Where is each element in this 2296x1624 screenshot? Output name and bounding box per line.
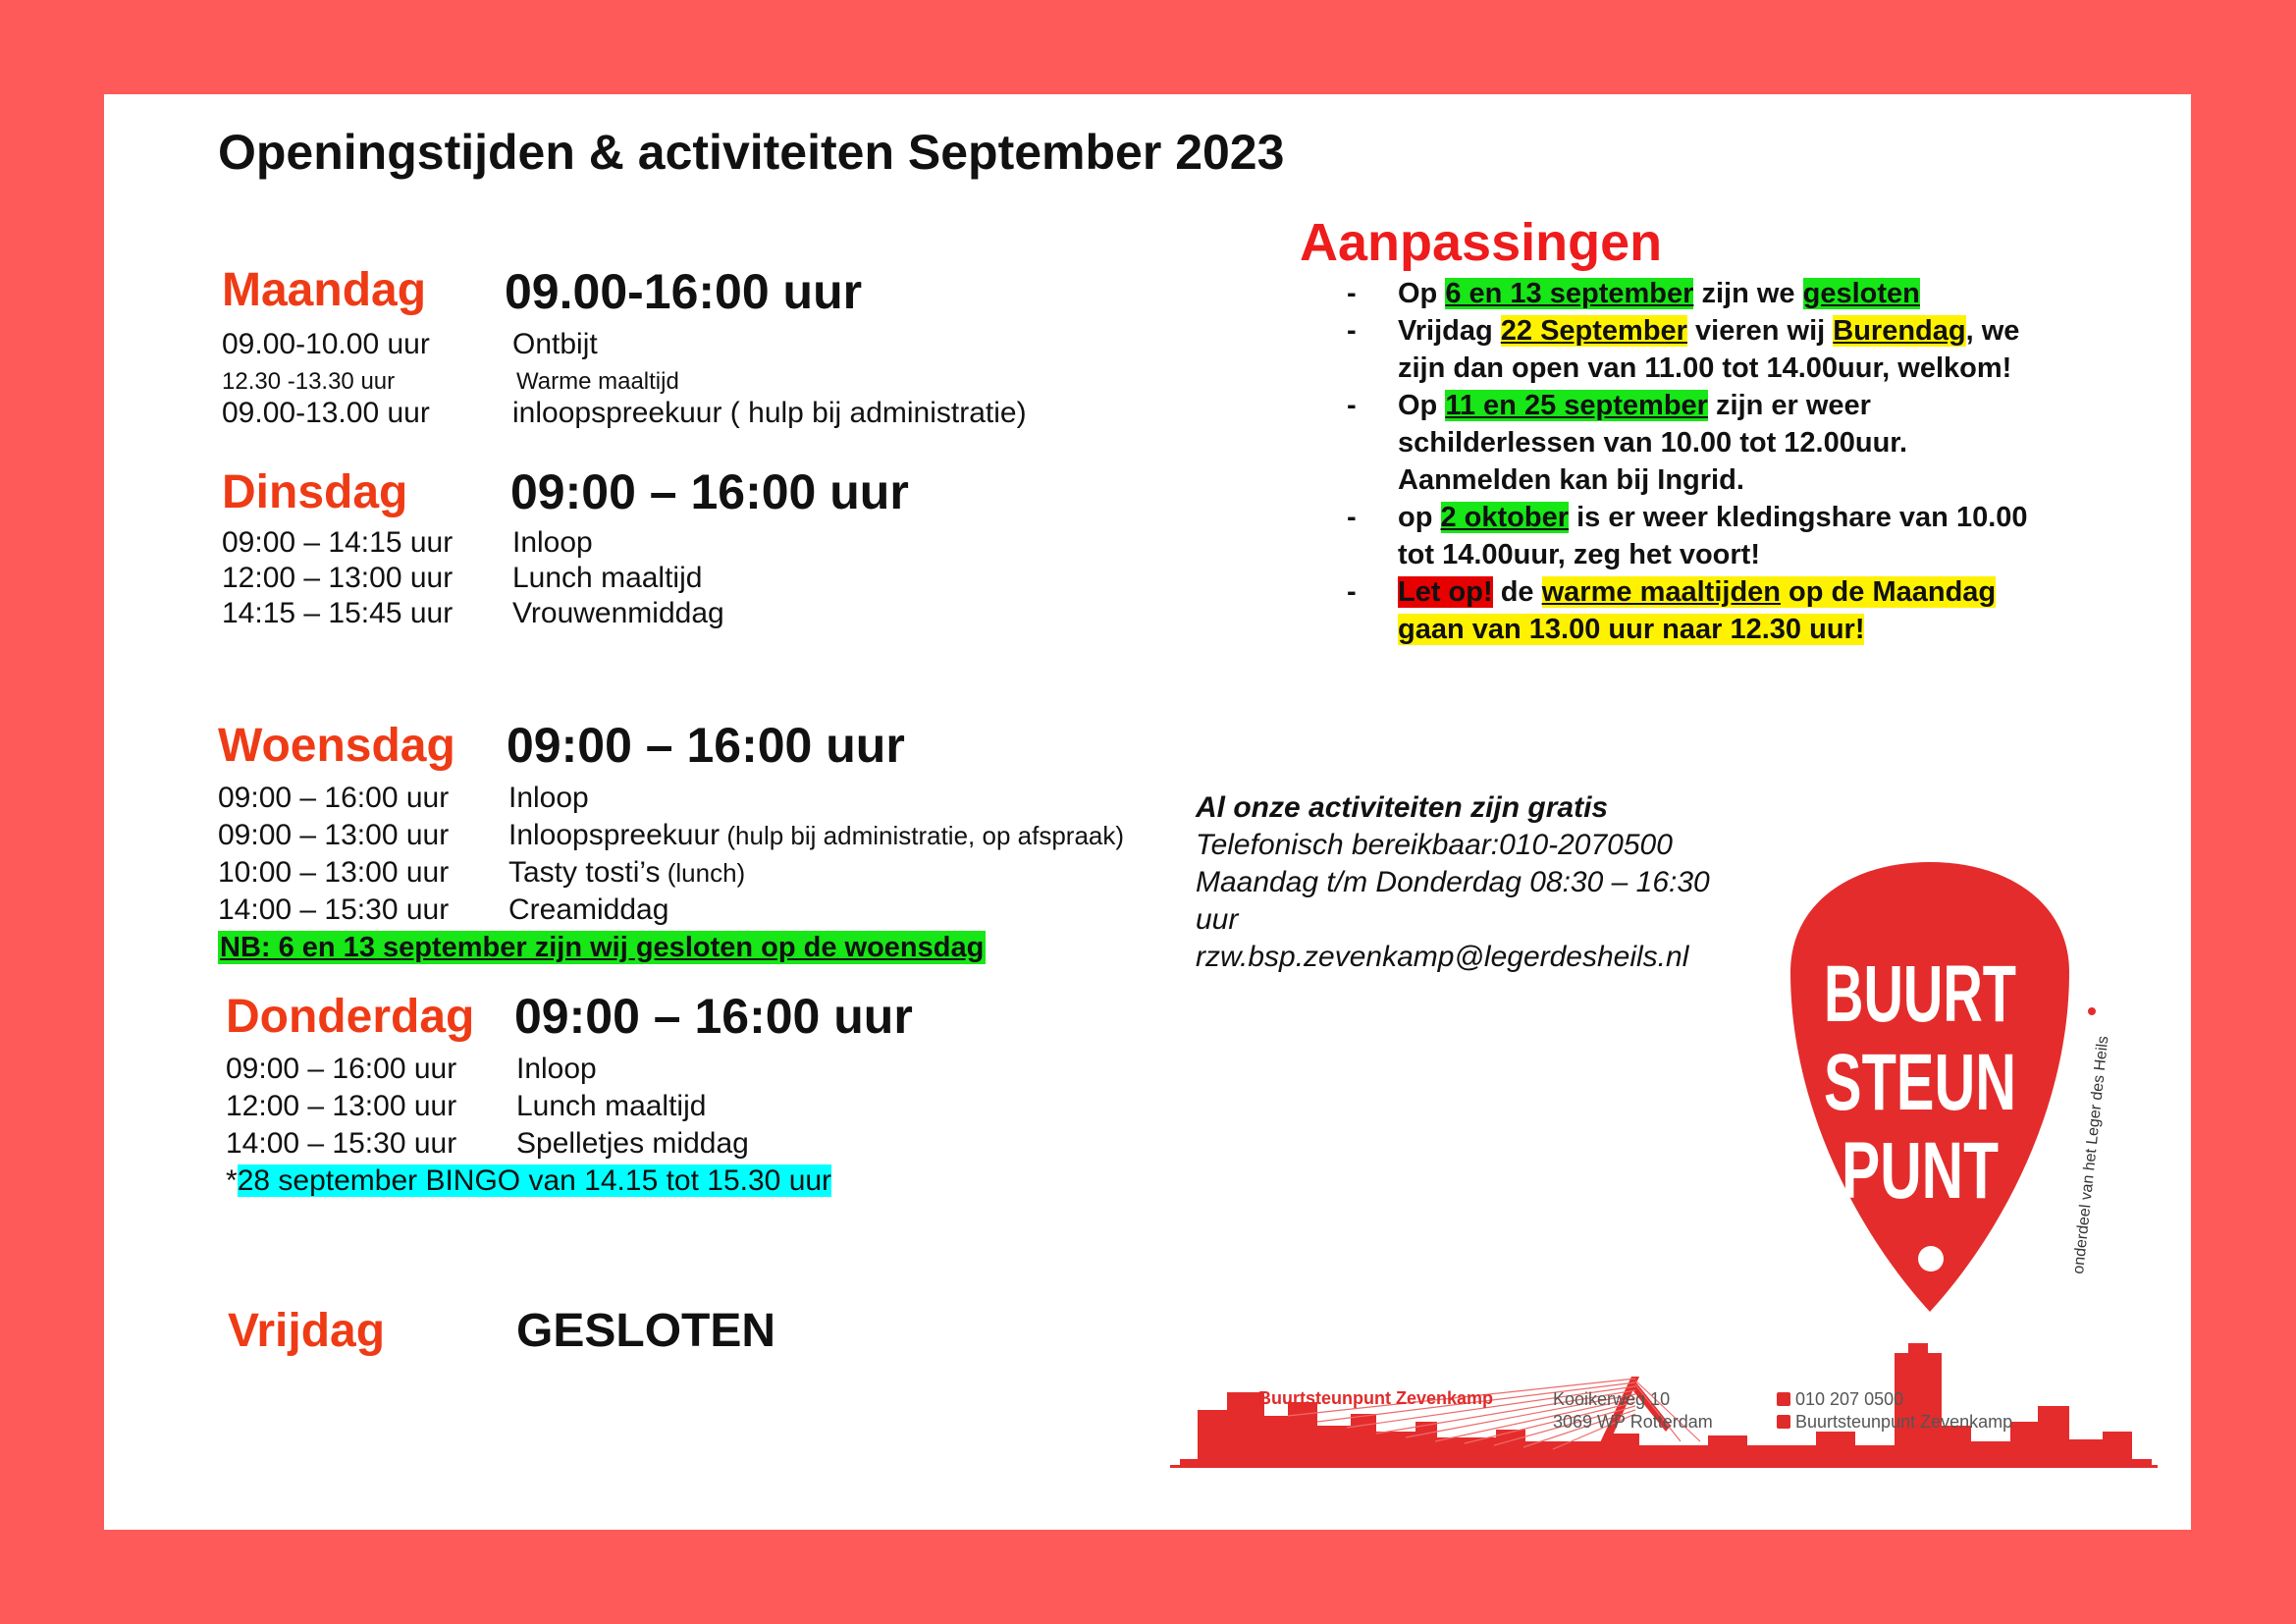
day-maandag: Maandag: [222, 264, 427, 316]
schedule-row: 10:00 – 13:00 uur Tasty tosti’s (lunch): [218, 856, 746, 889]
day-woensdag: Woensdag: [218, 720, 455, 772]
adjustments-list: [1347, 275, 2028, 648]
status-vrijdag: GESLOTEN: [516, 1305, 776, 1357]
schedule-row: 12:00 – 13:00 uur Lunch maaltijd: [222, 562, 703, 594]
adjustment-item: - op 2 oktober is er weer kledingshare van 10.00 tot 14.00uur, zeg het voort!: [1347, 502, 2028, 570]
schedule-row: 09:00 – 14:15 uur Inloop: [222, 526, 593, 559]
schedule-row: 09:00 – 16:00 uur Inloop: [218, 782, 589, 814]
page-title: Openingstijden & activiteiten September 2023: [218, 125, 1285, 180]
schedule-row: 09.00-13.00 uur inloopspreekuur ( hulp bij administratie): [222, 397, 1027, 429]
schedule-row: 09:00 – 16:00 uur Inloop: [226, 1053, 597, 1085]
logo-line-2: STEUN: [1824, 1038, 2016, 1127]
hours-dinsdag: 09:00 – 16:00 uur: [510, 464, 909, 519]
footer-contact: 010 207 0500 Buurtsteunpunt Zevenkamp: [1777, 1388, 2012, 1434]
footer-address: Kooikerweg 10 3069 WP Rotterdam: [1553, 1389, 1713, 1432]
schedule-row: 09:00 – 13:00 uur Inloopspreekuur (hulp bij administratie, op afspraak): [218, 819, 1125, 851]
adjustments-title: Aanpassingen: [1300, 213, 1663, 272]
hours-maandag: 09.00-16:00 uur: [505, 264, 863, 319]
logo-line-3: PUNT: [1842, 1126, 1999, 1216]
adjustment-item: - Op 11 en 25 september zijn er weer schilderlessen van 10.00 tot 12.00uur. Aanmelden kan bij Ingrid.: [1347, 390, 1908, 496]
footer-brand-name: Buurtsteunpunt Zevenkamp: [1258, 1388, 1494, 1408]
schedule-row: 14:15 – 15:45 uur Vrouwenmiddag: [222, 597, 724, 629]
schedule-sheet: [104, 94, 2191, 1530]
schedule-row: 12:00 – 13:00 uur Lunch maaltijd: [226, 1090, 707, 1122]
logo-line-1: BUURT: [1824, 949, 2016, 1039]
adjustment-item: - Vrijdag 22 September vieren wij Burendag, we zijn dan open van 11.00 tot 14.00uur, welkom!: [1347, 315, 2020, 384]
day-donderdag: Donderdag: [226, 991, 475, 1043]
logo-tagline: onderdeel van het Leger des Heils: [2070, 1035, 2112, 1275]
adjustment-item: - Op 6 en 13 september zijn we gesloten: [1347, 278, 1920, 309]
hours-donderdag: 09:00 – 16:00 uur: [514, 989, 913, 1044]
day-vrijdag: Vrijdag: [228, 1305, 386, 1357]
schedule-row: 14:00 – 15:30 uur Creamiddag: [218, 893, 669, 926]
adjustment-item: - Let op! de warme maaltijden op de Maandag gaan van 13.00 uur naar 12.30 uur!: [1347, 576, 1997, 645]
bingo-notice: *28 september BINGO van 14.15 tot 15.30 uur: [226, 1164, 832, 1197]
schedule-row: 09.00-10.00 uur Ontbijt: [222, 328, 598, 360]
schedule-row: 14:00 – 15:30 uur Spelletjes middag: [226, 1127, 749, 1160]
day-dinsdag: Dinsdag: [222, 466, 408, 518]
contact-info: Al onze activiteiten zijn gratis Telefonisch bereikbaar:010-2070500 Maandag t/m Donderdag 08:30 – 16:30 uur rzw.bsp.zevenkamp@legerdesheils.nl: [1196, 791, 1710, 973]
schedule-row: 12.30 -13.30 uur Warme maaltijd: [222, 368, 679, 395]
phone-icon: [1777, 1392, 1790, 1406]
facebook-icon: [1777, 1415, 1790, 1429]
hours-woensdag: 09:00 – 16:00 uur: [507, 718, 905, 773]
rotterdam-skyline: [1170, 1249, 2158, 1475]
closed-notice: NB: 6 en 13 september zijn wij gesloten op de woensdag: [220, 932, 985, 963]
